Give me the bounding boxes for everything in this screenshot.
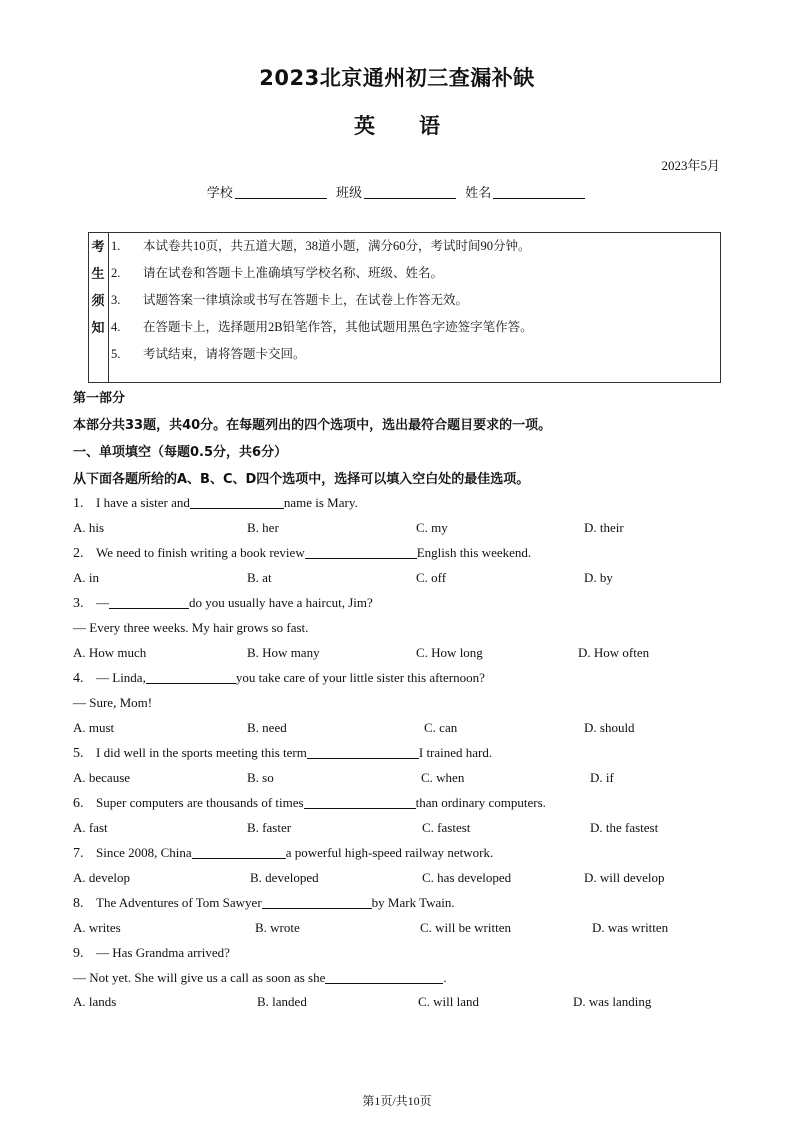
question-stem: I have a sister and	[96, 495, 190, 510]
exam-date: 2023年5月	[661, 158, 720, 173]
notice-item-number: 2.	[111, 266, 121, 280]
part-intro: 本部分共33题，共40分。在每题列出的四个选项中，选出最符合题目要求的一项。	[73, 418, 552, 433]
question-4-reply: — Sure, Mom!	[73, 695, 153, 710]
page-title: 2023北京通州初三查漏补缺	[259, 66, 535, 90]
question-stem: by Mark Twain.	[371, 895, 455, 910]
question-stem: you take care of your little sister this afternoon?	[235, 670, 485, 685]
question-number: 9.	[73, 946, 84, 961]
option-d[interactable]: D. the fastest	[590, 820, 659, 835]
option-a[interactable]: A. develop	[73, 870, 131, 885]
option-a[interactable]: A. fast	[73, 820, 108, 835]
option-c[interactable]: C. has developed	[422, 870, 512, 885]
option-d[interactable]: D. was landing	[573, 994, 652, 1009]
answer-blank[interactable]	[305, 546, 417, 559]
option-b[interactable]: B. need	[247, 720, 287, 735]
section-instruction: 从下面各题所给的A、B、C、D四个选项中，选择可以填入空白处的最佳选项。	[73, 472, 530, 487]
question-5	[73, 745, 492, 762]
option-b[interactable]: B. landed	[257, 994, 307, 1009]
question-2	[73, 545, 531, 562]
question-7	[73, 845, 493, 862]
question-stem: .	[443, 970, 447, 985]
option-d[interactable]: D. if	[590, 770, 614, 785]
question-stem: Since 2008, China	[96, 845, 192, 860]
notice-item	[111, 341, 533, 368]
option-b[interactable]: B. so	[247, 770, 274, 785]
question-stem: — Linda,	[96, 670, 146, 685]
page-footer: 第1页/共10页	[362, 1094, 432, 1108]
option-d[interactable]: D. will develop	[584, 870, 665, 885]
section-heading: 一、单项填空（每题0.5分，共6分）	[73, 445, 288, 460]
student-info-line	[0, 182, 794, 201]
question-stem: do you usually have a haircut, Jim?	[189, 595, 373, 610]
subject-char: 语	[419, 114, 440, 138]
question-9-reply	[73, 970, 447, 986]
notice-items	[111, 233, 533, 368]
option-c[interactable]: C. off	[416, 570, 447, 585]
notice-label-char: 须	[91, 293, 105, 308]
option-b[interactable]: B. her	[247, 520, 279, 535]
question-number: 3.	[73, 596, 84, 611]
notice-item-number: 1.	[111, 239, 121, 253]
option-a[interactable]: A. because	[73, 770, 131, 785]
question-9	[73, 945, 230, 962]
option-b[interactable]: B. wrote	[255, 920, 300, 935]
question-stem: a powerful high-speed railway network.	[285, 845, 494, 860]
question-3	[73, 595, 373, 612]
option-a[interactable]: A. lands	[73, 994, 117, 1009]
option-d[interactable]: D. their	[584, 520, 624, 535]
option-c[interactable]: C. when	[421, 770, 465, 785]
option-a[interactable]: A. How much	[73, 645, 147, 660]
option-a[interactable]: A. his	[73, 520, 105, 535]
option-c[interactable]: C. my	[416, 520, 448, 535]
option-c[interactable]: C. can	[424, 720, 458, 735]
option-c[interactable]: C. How long	[416, 645, 483, 660]
option-d[interactable]: D. should	[584, 720, 635, 735]
notice-item	[111, 314, 533, 341]
option-d[interactable]: D. How often	[578, 645, 650, 660]
notice-label	[89, 233, 107, 382]
answer-blank[interactable]	[190, 496, 284, 509]
question-stem: We need to finish writing a book review	[96, 545, 305, 560]
notice-item	[111, 233, 533, 260]
class-blank[interactable]	[364, 186, 456, 199]
option-b[interactable]: B. at	[247, 570, 272, 585]
notice-item-number: 4.	[111, 320, 121, 334]
question-stem: than ordinary computers.	[415, 795, 546, 810]
question-stem: —	[96, 595, 109, 610]
question-stem: name is Mary.	[283, 495, 358, 510]
question-number: 4.	[73, 671, 84, 686]
question-stem: I did well in the sports meeting this term	[96, 745, 307, 760]
notice-item-text: 在答题卡上，选择题用2B铅笔作答，其他试题用黑色字迹签字笔作答。	[143, 320, 533, 334]
option-c[interactable]: C. will land	[418, 994, 480, 1009]
option-d[interactable]: D. was written	[592, 920, 669, 935]
class-field-label: 班级	[335, 185, 362, 200]
answer-blank[interactable]	[307, 746, 419, 759]
exam-notice-box	[88, 232, 721, 383]
question-stem: — Has Grandma arrived?	[96, 945, 230, 960]
question-number: 7.	[73, 846, 84, 861]
option-a[interactable]: A. must	[73, 720, 115, 735]
question-1	[73, 495, 358, 512]
question-number: 8.	[73, 896, 84, 911]
question-stem: I trained hard.	[418, 745, 493, 760]
answer-blank[interactable]	[262, 896, 372, 909]
notice-item-text: 请在试卷和答题卡上准确填写学校名称、班级、姓名。	[143, 266, 444, 280]
notice-label-char: 知	[91, 320, 105, 335]
question-stem: English this weekend.	[416, 545, 532, 560]
answer-blank[interactable]	[304, 796, 416, 809]
option-c[interactable]: C. will be written	[420, 920, 511, 935]
notice-item-number: 5.	[111, 347, 121, 361]
question-number: 2.	[73, 546, 84, 561]
question-stem: The Adventures of Tom Sawyer	[96, 895, 262, 910]
subject-char: 英	[354, 114, 375, 138]
answer-blank[interactable]	[325, 971, 443, 984]
subject-title	[0, 110, 794, 140]
answer-blank[interactable]	[146, 671, 236, 684]
question-number: 5.	[73, 746, 84, 761]
question-number: 1.	[73, 496, 84, 511]
question-3-reply: — Every three weeks. My hair grows so fast.	[73, 620, 309, 635]
option-b[interactable]: B. How many	[247, 645, 320, 660]
notice-item-text: 试题答案一律填涂或书写在答题卡上，在试卷上作答无效。	[143, 293, 469, 307]
notice-label-char: 生	[91, 266, 105, 281]
option-a[interactable]: A. writes	[73, 920, 121, 935]
option-b[interactable]: B. faster	[247, 820, 292, 835]
option-a[interactable]: A. in	[73, 570, 99, 585]
notice-item	[111, 287, 533, 314]
name-field-label: 姓名	[465, 185, 492, 200]
school-blank[interactable]	[235, 186, 327, 199]
question-8	[73, 895, 455, 912]
question-number: 6.	[73, 796, 84, 811]
notice-item-text: 本试卷共10页，共五道大题，38道小题，满分60分，考试时间90分钟。	[143, 239, 531, 253]
option-b[interactable]: B. developed	[250, 870, 319, 885]
answer-blank[interactable]	[192, 846, 286, 859]
question-stem: Super computers are thousands of times	[96, 795, 304, 810]
question-6	[73, 795, 546, 812]
notice-divider	[108, 233, 109, 382]
option-c[interactable]: C. fastest	[422, 820, 471, 835]
name-blank[interactable]	[493, 186, 585, 199]
question-stem: — Not yet. She will give us a call as soon as she	[73, 970, 326, 985]
notice-item-number: 3.	[111, 293, 121, 307]
option-d[interactable]: D. by	[584, 570, 613, 585]
notice-item-text: 考试结束，请将答题卡交回。	[143, 347, 306, 361]
question-4	[73, 670, 485, 687]
notice-label-char: 考	[91, 239, 105, 254]
notice-item	[111, 260, 533, 287]
part-heading: 第一部分	[73, 391, 126, 406]
answer-blank[interactable]	[109, 596, 189, 609]
school-field-label: 学校	[206, 185, 233, 200]
